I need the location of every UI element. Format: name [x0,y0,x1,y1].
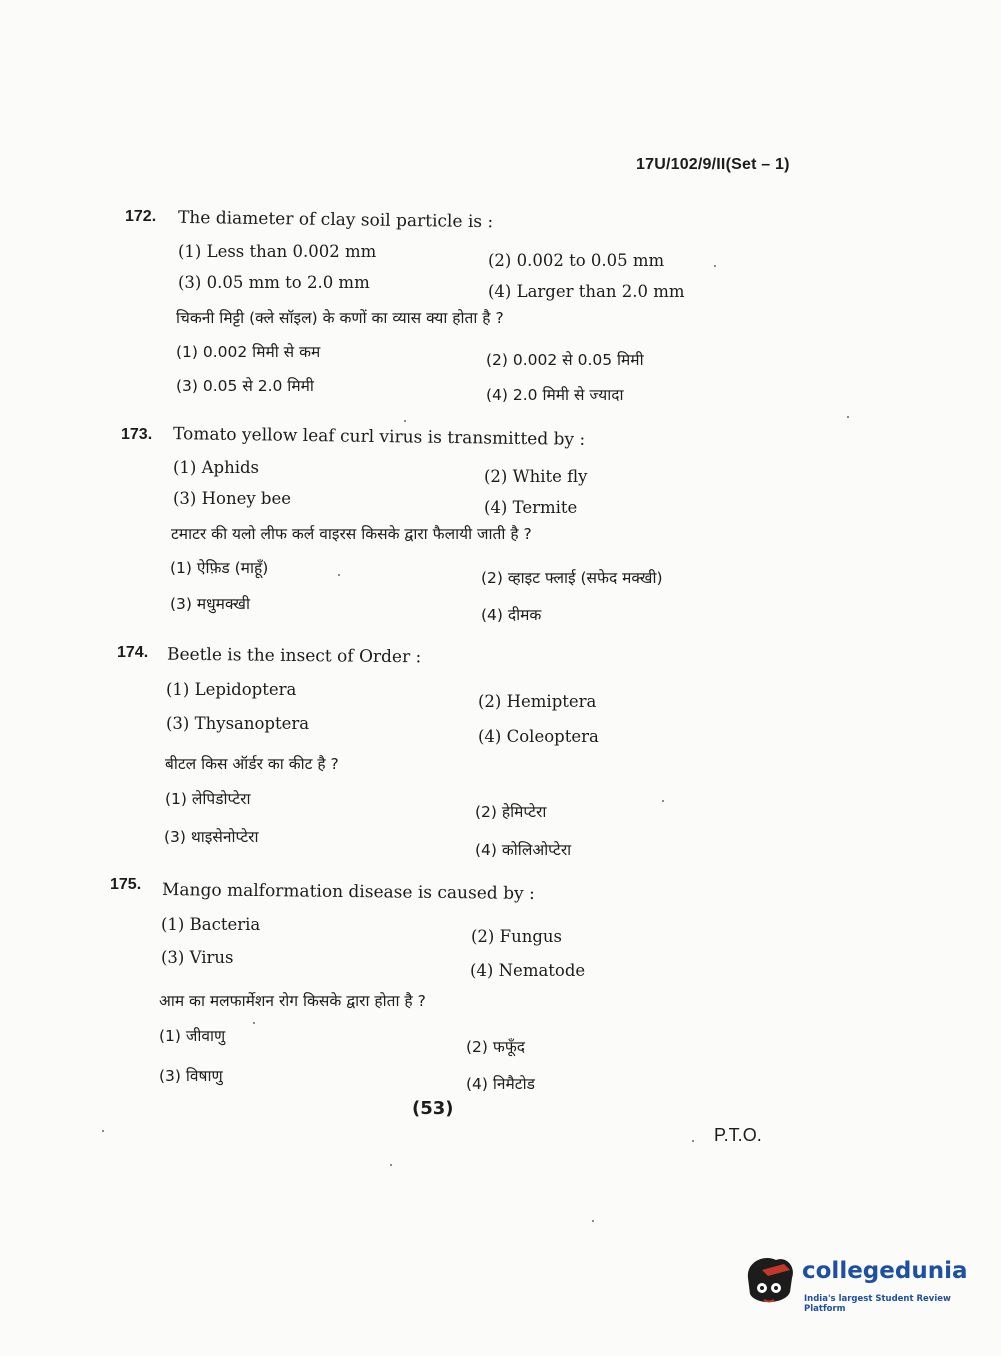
option-hi-3: (3) मधुमक्खी [170,595,251,613]
option-en-2: (2) 0.002 to 0.05 mm [488,251,665,270]
option-hi-4: (4) दीमक [481,606,542,624]
mascot-icon [742,1252,800,1310]
question-number: 172. [125,208,157,225]
option-en-1: (1) Lepidoptera [166,680,297,699]
option-en-2: (2) Hemiptera [478,692,597,711]
option-hi-3: (3) थाइसेनोप्टेरा [164,828,259,846]
option-en-3: (3) Thysanoptera [166,714,310,733]
option-hi-4: (4) निमैटोड [466,1075,535,1093]
scan-speck [390,1164,392,1166]
question-text-en: The diameter of clay soil particle is : [177,207,494,233]
option-hi-1: (1) लेपिडोप्टेरा [165,790,251,808]
option-en-4: (4) Coleoptera [478,727,599,746]
pto-label: P.T.O. [714,1125,762,1145]
scan-speck [692,1140,694,1142]
brand-name: collegedunia [802,1258,968,1284]
question-text-hi: आम का मलफार्मेशन रोग किसके द्वारा होता है ? [159,992,426,1010]
option-hi-3: (3) विषाणु [159,1067,223,1085]
option-hi-2: (2) हेमिप्टेरा [475,803,547,821]
scan-speck [847,416,849,418]
scan-speck [253,1022,255,1024]
scan-speck [592,1220,594,1222]
question-text-en: Beetle is the insect of Order : [166,644,422,668]
option-hi-4: (4) कोलिओप्टेरा [475,841,572,859]
option-hi-2: (2) 0.002 से 0.05 मिमी [486,351,644,369]
collegedunia-logo [742,1252,972,1312]
question-number: 173. [121,426,153,443]
scan-speck [714,265,716,267]
option-hi-2: (2) फफूँद [466,1038,526,1056]
page-number: (53) [412,1098,454,1119]
question-text-hi: टमाटर की यलो लीफ कर्ल वाइरस किसके द्वारा फैलायी जाती है ? [171,525,532,543]
option-en-3: (3) Honey bee [173,489,291,508]
option-en-2: (2) Fungus [471,927,562,946]
option-hi-2: (2) व्हाइट फ्लाई (सफेद मक्खी) [481,569,663,587]
option-en-4: (4) Nematode [470,961,586,980]
option-en-1: (1) Bacteria [161,915,261,934]
option-hi-1: (1) ऐफ़िड (माहूँ) [170,559,269,577]
question-text-en: Mango malformation disease is caused by : [161,880,535,904]
option-en-2: (2) White fly [484,467,588,486]
option-hi-4: (4) 2.0 मिमी से ज्यादा [486,386,624,404]
question-number: 175. [110,876,142,893]
option-en-1: (1) Aphids [173,458,260,477]
brand-tagline: India's largest Student Review Platform [804,1294,951,1314]
question-text-en: Tomato yellow leaf curl virus is transmitted by : [172,424,586,450]
option-hi-1: (1) जीवाणु [159,1027,226,1045]
question-text-hi: चिकनी मिट्टी (क्ले सॉइल) के कणों का व्यास क्या होता है ? [176,309,504,327]
option-en-4: (4) Termite [484,498,578,517]
scan-speck [662,800,664,802]
paper-code: 17U/102/9/II(Set – 1) [636,156,790,173]
question-number: 174. [117,644,149,661]
question-text-hi: बीटल किस ऑर्डर का कीट है ? [165,755,339,773]
option-en-3: (3) 0.05 mm to 2.0 mm [178,273,370,292]
scan-speck [102,1130,104,1132]
option-en-4: (4) Larger than 2.0 mm [488,282,685,301]
scan-speck [404,420,406,422]
option-hi-3: (3) 0.05 से 2.0 मिमी [176,377,314,395]
option-hi-1: (1) 0.002 मिमी से कम [176,343,321,361]
option-en-3: (3) Virus [161,948,234,967]
scan-speck [338,574,340,576]
option-en-1: (1) Less than 0.002 mm [178,242,377,261]
